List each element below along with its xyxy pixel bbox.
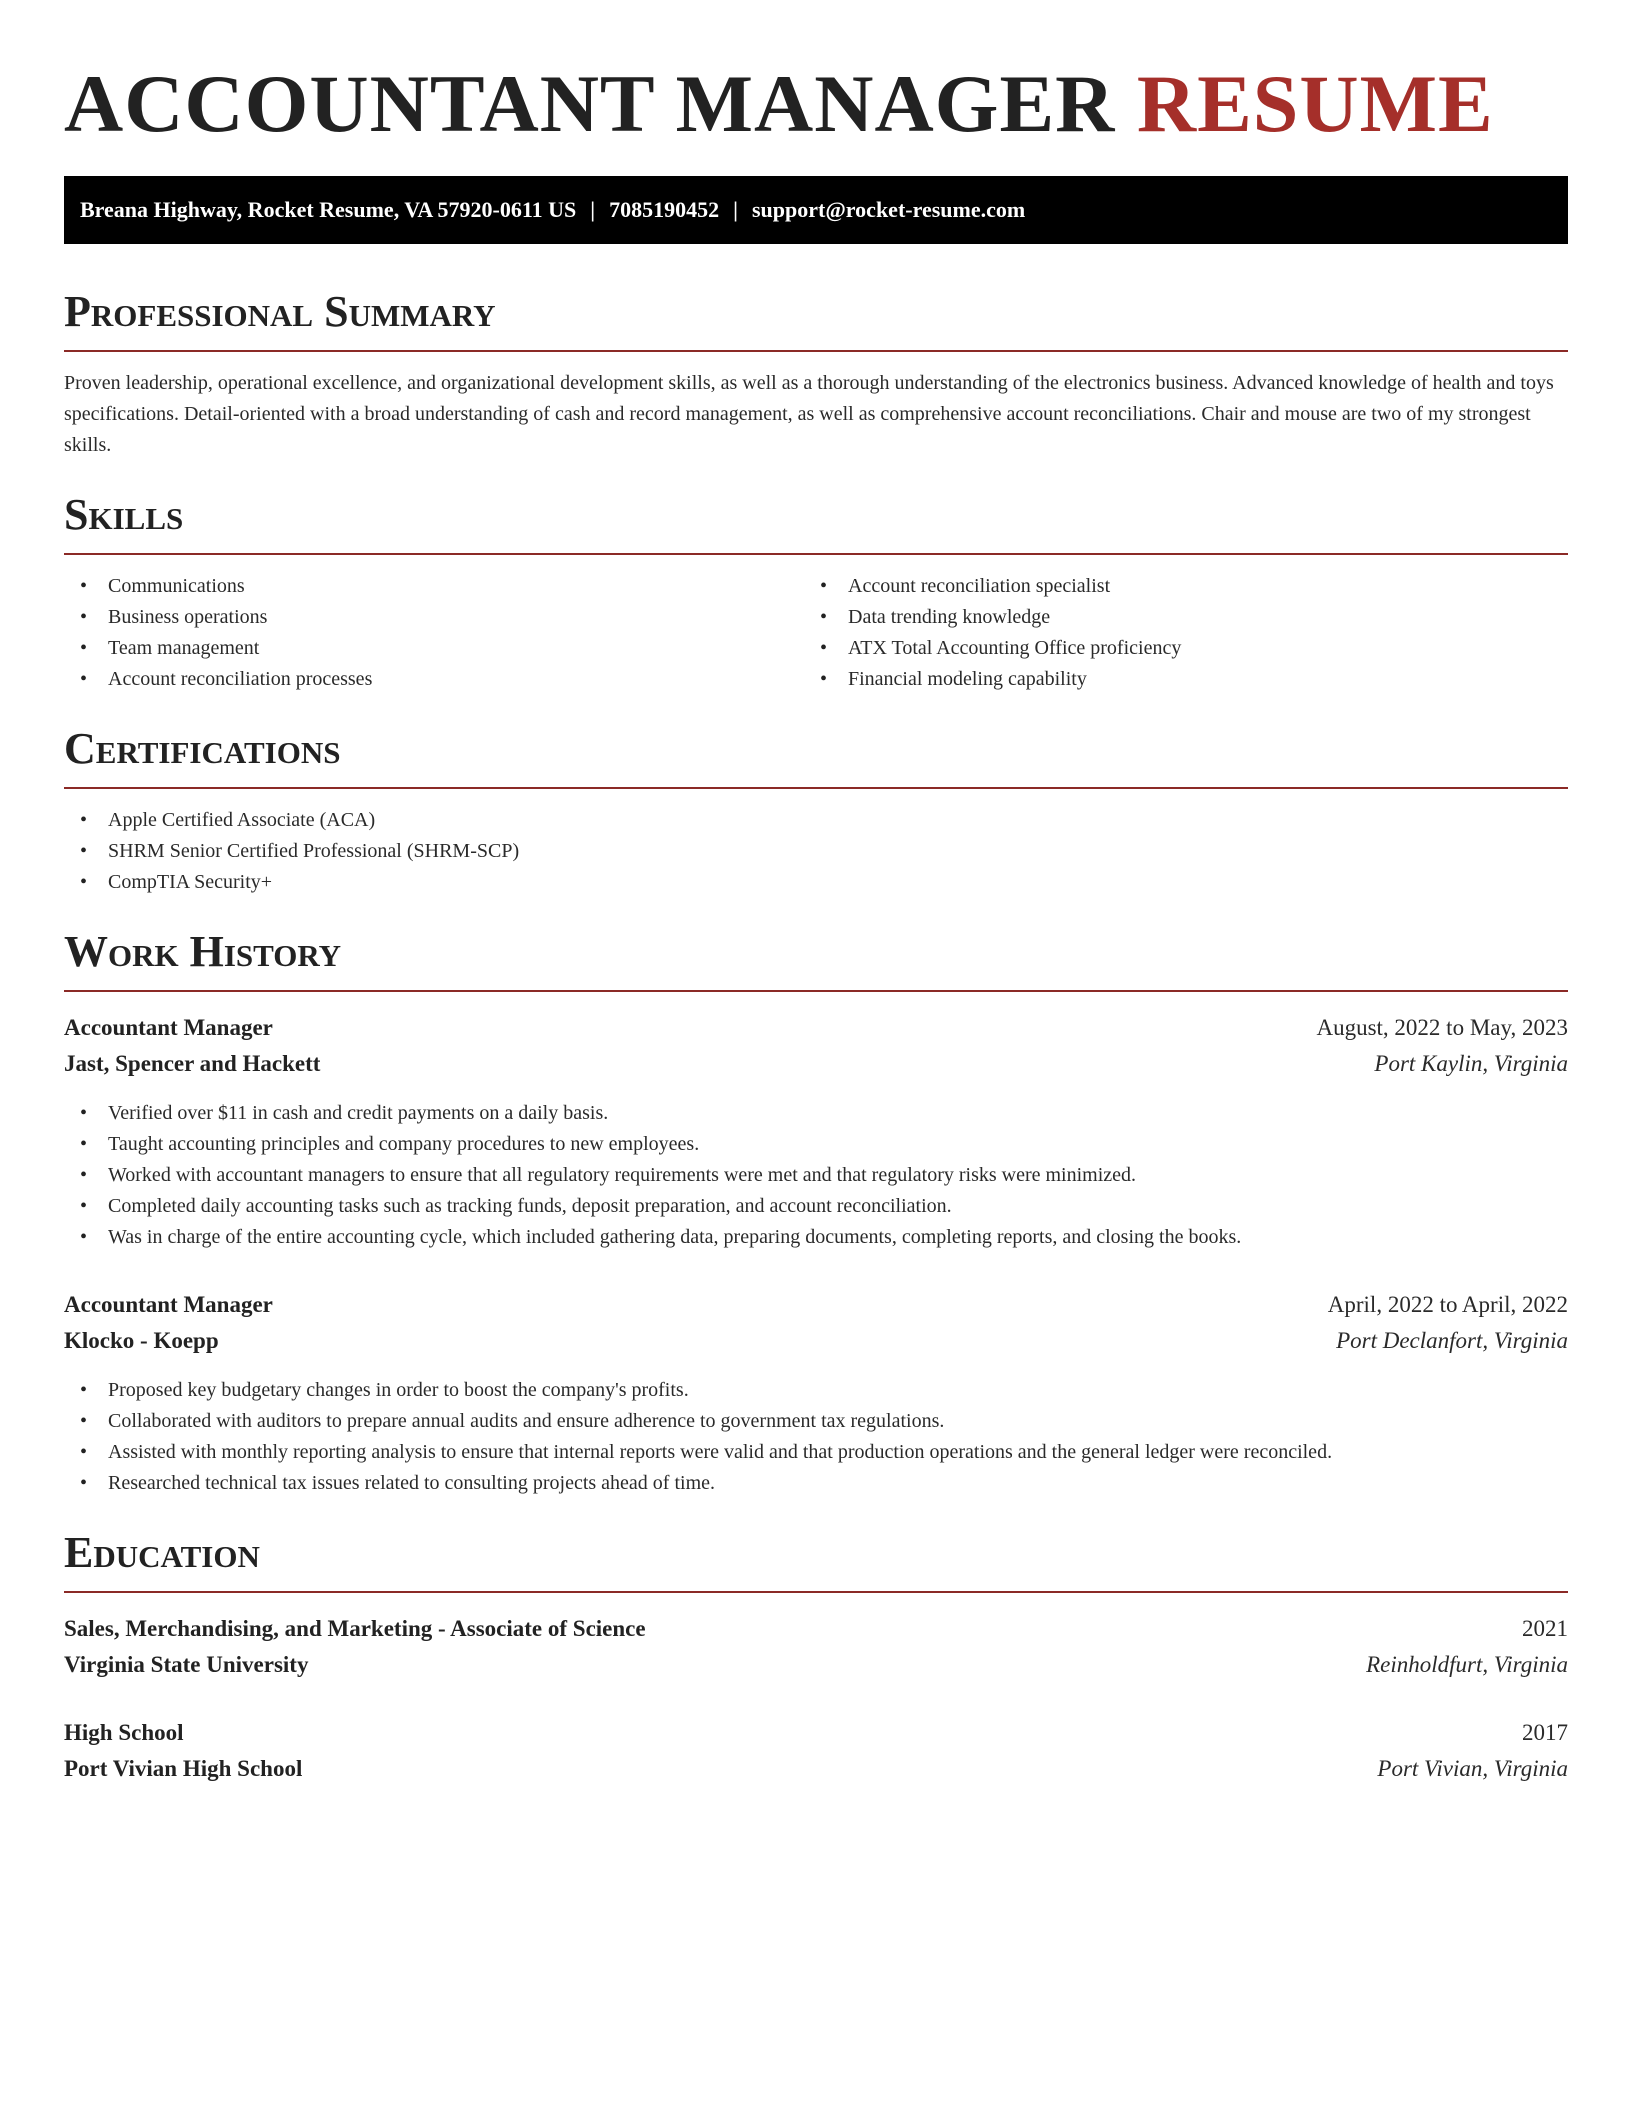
job-duty-item: • Proposed key budgetary changes in order to boost the company's profits. xyxy=(64,1375,1568,1406)
contact-separator: | xyxy=(590,197,596,222)
summary-heading: Professional Summary xyxy=(64,287,496,336)
job-duty-item: • Verified over $11 in cash and credit payments on a daily basis. xyxy=(64,1098,1568,1129)
contact-separator: | xyxy=(733,197,738,222)
job-title: Accountant Manager xyxy=(64,1292,273,1317)
job-duty-item: • Taught accounting principles and company procedures to new employees. xyxy=(64,1129,1568,1160)
job-dates: April, 2022 to April, 2022 xyxy=(1327,1292,1568,1317)
resume-page xyxy=(64,0,1568,1787)
job-location: Port Kaylin, Virginia xyxy=(1374,1051,1568,1076)
job-dates: August, 2022 to May, 2023 xyxy=(1316,1015,1568,1040)
summary-section xyxy=(64,286,1568,461)
skill-item: • Financial modeling capability xyxy=(804,664,1544,695)
job-duties-list xyxy=(64,1098,1568,1253)
skills-list-right xyxy=(804,571,1544,695)
job-location: Port Declanfort, Virginia xyxy=(1336,1328,1568,1353)
education-school-row xyxy=(64,1647,1568,1683)
job-entry xyxy=(64,1010,1568,1253)
certification-item: • SHRM Senior Certified Professional (SHRM-SCP) xyxy=(64,836,1568,867)
contact-phone[interactable]: 7085190452 xyxy=(609,197,720,222)
work-history-heading: Work History xyxy=(64,927,342,976)
education-location: Port Vivian, Virginia xyxy=(1377,1756,1568,1781)
section-divider xyxy=(64,990,1568,992)
skill-item: • Team management xyxy=(64,633,804,664)
skills-section xyxy=(64,489,1568,695)
section-divider xyxy=(64,1591,1568,1593)
skill-item: • Business operations xyxy=(64,602,804,633)
contact-bar xyxy=(64,176,1568,244)
certifications-heading: Certifications xyxy=(64,724,341,773)
certifications-section xyxy=(64,723,1568,898)
education-school-row xyxy=(64,1751,1568,1787)
education-degree: High School xyxy=(64,1720,184,1745)
education-heading: Education xyxy=(64,1528,260,1577)
summary-text: Proven leadership, operational excellence, and organizational development skills, as well as a thorough understanding of the electronics business. Advanced knowledge of health and toys specifications. Detail-oriented with a broad understanding of cash and record management, as well as comprehensive account reconciliations. Chair and mouse are two of my strongest skills. xyxy=(64,372,1554,456)
job-duty-item: • Completed daily accounting tasks such as tracking funds, deposit preparation, and account reconciliation. xyxy=(64,1191,1568,1222)
job-company: Klocko - Koepp xyxy=(64,1328,219,1353)
education-location: Reinholdfurt, Virginia xyxy=(1366,1652,1568,1677)
education-degree: Sales, Merchandising, and Marketing - Associate of Science xyxy=(64,1616,646,1641)
job-duties-list xyxy=(64,1375,1568,1499)
job-company-row xyxy=(64,1046,1568,1082)
education-section xyxy=(64,1527,1568,1787)
job-header-row xyxy=(64,1010,1568,1046)
skills-list-left xyxy=(64,571,804,695)
skill-item: • Account reconciliation processes xyxy=(64,664,804,695)
job-duty-item: • Worked with accountant managers to ensure that all regulatory requirements were met and that regulatory risks were minimized. xyxy=(64,1160,1568,1191)
resume-title xyxy=(64,56,1568,152)
job-header-row xyxy=(64,1287,1568,1323)
education-school: Virginia State University xyxy=(64,1652,309,1677)
education-entry xyxy=(64,1611,1568,1683)
education-header-row xyxy=(64,1715,1568,1751)
job-entry xyxy=(64,1287,1568,1499)
job-duty-item: • Researched technical tax issues related to consulting projects ahead of time. xyxy=(64,1468,1568,1499)
contact-email[interactable]: support@rocket-resume.com xyxy=(751,197,1026,222)
skill-item: • Communications xyxy=(64,571,804,602)
education-entry xyxy=(64,1715,1568,1787)
certifications-list xyxy=(64,805,1568,898)
job-duty-item: • Assisted with monthly reporting analysis to ensure that internal reports were valid and that production operations and the general ledger were reconciled. xyxy=(64,1437,1568,1468)
section-divider xyxy=(64,350,1568,352)
resume-title-accent: RESUME xyxy=(1136,58,1494,149)
section-divider xyxy=(64,787,1568,789)
skills-grid xyxy=(64,571,1568,695)
education-year: 2021 xyxy=(1522,1616,1568,1641)
education-year: 2017 xyxy=(1522,1720,1568,1745)
education-header-row xyxy=(64,1611,1568,1647)
skill-item: • Data trending knowledge xyxy=(804,602,1544,633)
work-history-section xyxy=(64,926,1568,1499)
job-company-row xyxy=(64,1323,1568,1359)
job-duty-item: • Was in charge of the entire accounting cycle, which included gathering data, preparing documents, completing reports, and closing the books. xyxy=(64,1222,1568,1253)
education-school: Port Vivian High School xyxy=(64,1756,303,1781)
job-title: Accountant Manager xyxy=(64,1015,273,1040)
skill-item: • Account reconciliation specialist xyxy=(804,571,1544,602)
certification-item: • CompTIA Security+ xyxy=(64,867,1568,898)
resume-title-main: ACCOUNTANT MANAGER xyxy=(64,58,1116,149)
skill-item: • ATX Total Accounting Office proficiency xyxy=(804,633,1544,664)
job-duty-item: • Collaborated with auditors to prepare annual audits and ensure adherence to government tax regulations. xyxy=(64,1406,1568,1437)
section-divider xyxy=(64,553,1568,555)
skills-heading: Skills xyxy=(64,490,184,539)
job-company: Jast, Spencer and Hackett xyxy=(64,1051,321,1076)
contact-address: Breana Highway, Rocket Resume, VA 57920-0611 US xyxy=(80,197,577,222)
certification-item: • Apple Certified Associate (ACA) xyxy=(64,805,1568,836)
